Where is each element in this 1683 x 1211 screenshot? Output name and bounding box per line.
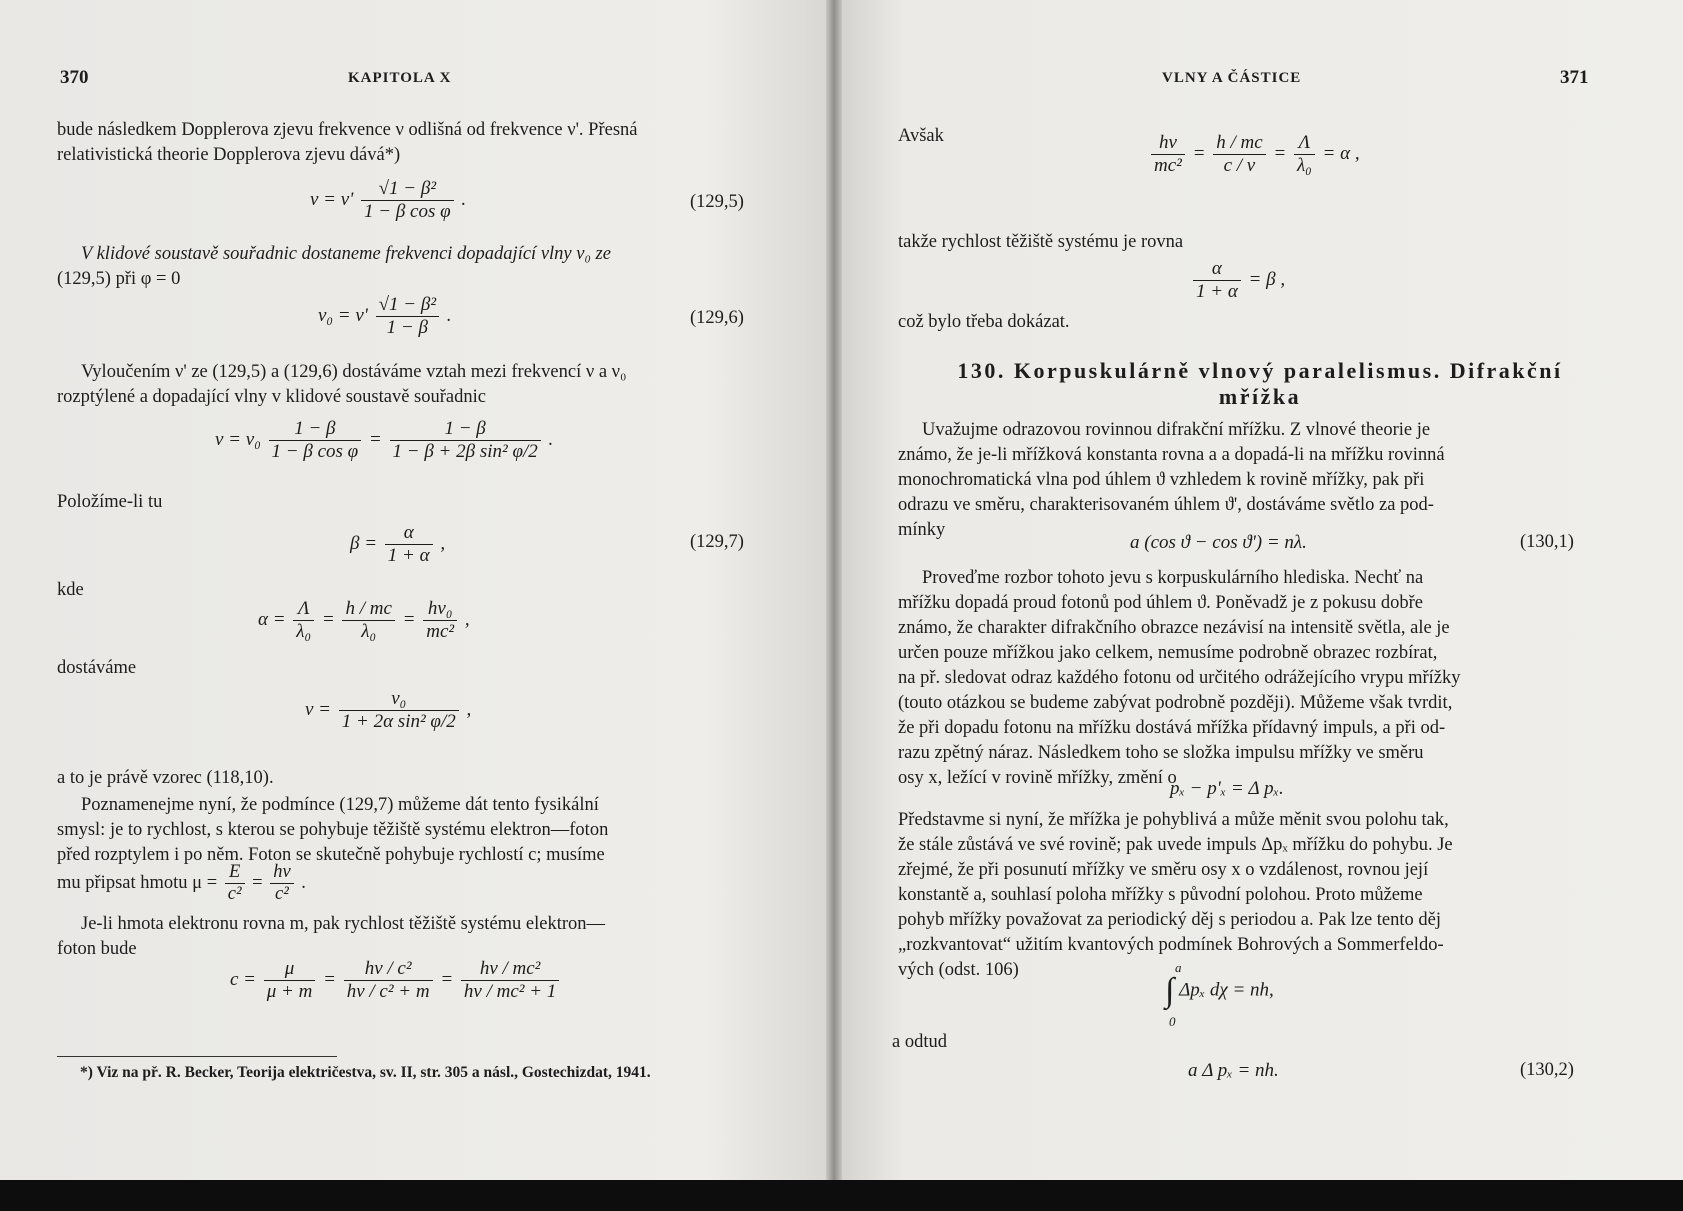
text-line: rozptýlené a dopadající vlny v klidové soustavě souřadnic	[57, 387, 486, 407]
denominator: hν / c² + m	[346, 981, 430, 1002]
denominator: c²	[275, 884, 289, 904]
text-line: že stále zůstává ve své rovině; pak uvede impuls Δpₓ mřížku do pohybu. Je	[898, 835, 1453, 855]
equation-label: (130,2)	[1520, 1060, 1574, 1080]
eq-lhs: ν =	[305, 698, 332, 720]
numerator: √1 − β²	[376, 294, 439, 317]
integral-body: Δpₓ dχ = nh,	[1179, 979, 1274, 1001]
text-line: Avšak	[898, 126, 944, 146]
left-page-number: 370	[60, 67, 89, 88]
equation-beta-check	[1190, 258, 1285, 303]
eq-lhs: ν₀ = ν'	[318, 304, 368, 326]
integral-upper-limit: a	[1175, 960, 1182, 975]
right-paragraph-3	[898, 418, 1590, 543]
numerator: 1 − β	[269, 418, 362, 441]
fraction	[390, 418, 541, 463]
right-running-head: VLNY A ČÁSTICE	[1162, 70, 1302, 86]
equation-130-2: a Δ pₓ = nh.	[1188, 1060, 1279, 1081]
text-line: (touto otázkou se budeme zabývat podrobně později). Můžeme však tvrdit,	[898, 693, 1453, 713]
left-paragraph-3	[57, 360, 757, 410]
text-line: zřejmé, že při posunutí mřížky ve směru osy x o vzdálenost, rovnou její	[898, 860, 1429, 880]
left-paragraph-2	[57, 242, 757, 292]
text-line: dostáváme	[57, 658, 137, 678]
fraction	[376, 294, 439, 339]
equation-label: (129,6)	[690, 308, 744, 328]
right-paragraph-2	[898, 310, 1598, 335]
left-word-kde	[57, 578, 257, 603]
integral-lower-limit: 0	[1169, 1014, 1176, 1029]
fraction	[293, 598, 314, 643]
numerator: 1 − β	[390, 418, 541, 441]
text-line: (129,5) při φ = 0	[57, 269, 181, 289]
text-line: Uvažujme odrazovou rovinnou difrakční mřížku. Z vlnové theorie je	[922, 420, 1431, 440]
equation-quantization-integral	[1165, 960, 1274, 1029]
text-line: kde	[57, 580, 84, 600]
equation-alpha-definition: α = $\frac{\Lambda}{\text{λ₀}}$ = $\frac{h / mc}{\text{λ₀}}$ = $\frac{\text{hν₀}}{\text{mc²}}$ ,	[258, 598, 470, 642]
text-line: Představme si nyní, že mřížka je pohyblivá a může měnit svou polohu tak,	[898, 810, 1449, 830]
footnote: *) Viz na př. R. Becker, Teorija električestva, sv. II, str. 305 a násl., Gostechizdat, 1941.	[80, 1064, 651, 1081]
denominator: λ₀	[1296, 155, 1312, 176]
denominator: mc²	[426, 621, 455, 642]
text-line: známo, že charakter difrakčního obrazce nezávisí na intensitě světla, ale je	[898, 618, 1450, 638]
footnote-rule	[57, 1056, 337, 1057]
numerator: α	[1193, 258, 1241, 281]
integral-sign: ∫	[1165, 972, 1175, 1009]
numerator: hν / c²	[344, 958, 433, 981]
numerator: hν / mc²	[461, 958, 559, 981]
text-line: což bylo třeba dokázat.	[898, 312, 1070, 332]
equation-129-5: ν = ν' $\frac{\text{√1 − β²}}{\text{1 − β cos φ}}$ .	[310, 178, 467, 222]
equation-center-of-mass-velocity: c = $\frac{\mu}{\mu + m}$ = $\frac{\text{hν / c²}}{\text{hν / c² + m}}$ = $\frac{\text{hν / mc²}}{\text{hν / mc² + 1}}$	[230, 958, 562, 1003]
text-line: na př. sledovat odraz každého fotonu od určitého odrážejícího vrypu mřížky	[898, 668, 1461, 688]
eq-lhs: α =	[258, 608, 286, 630]
denominator: 1 + α	[387, 545, 430, 566]
numerator: hν	[1151, 132, 1185, 155]
denominator: mc²	[1154, 155, 1182, 176]
text-line: osy x, ležící v rovině mřížky, změní o	[898, 768, 1177, 788]
eq-lhs: ν = ν₀	[215, 428, 261, 450]
text-line: „rozkvantovat“ užitím kvantových podmínek Bohrových a Sommerfeldo-	[898, 935, 1444, 955]
fraction	[344, 958, 433, 1003]
equation-label: (130,1)	[1520, 532, 1574, 552]
equation-label: (129,7)	[690, 532, 744, 552]
left-paragraph-1	[57, 118, 757, 168]
text-line: mu připsat hmotu μ =	[57, 872, 218, 893]
text-line: relativistická theorie Dopplerova zjevu dává*)	[57, 145, 401, 165]
fraction	[342, 598, 394, 643]
text-line: a to je právě vzorec (118,10).	[57, 768, 274, 788]
right-paragraph-1	[898, 230, 1598, 255]
fraction	[339, 688, 459, 733]
fraction	[269, 418, 362, 463]
fraction	[1213, 132, 1265, 177]
denominator: 1 + 2α sin² φ/2	[341, 711, 456, 732]
eq-lhs: c =	[230, 968, 257, 990]
denominator: 1 − β cos φ	[364, 201, 451, 222]
text-line: vých (odst. 106)	[898, 960, 1019, 980]
section-heading: 130. Korpuskulárně vlnový paralelismus. Difrakční mřížka	[957, 358, 1563, 409]
text-line: Proveďme rozbor tohoto jevu s korpuskulárního hlediska. Nechť na	[922, 568, 1424, 588]
equation-129-7: β = $\frac{\alpha}{1 + \alpha}$ ,	[350, 522, 446, 566]
left-paragraph-5	[57, 766, 757, 791]
text-line: že při dopadu fotonu na mřížku dostává mřížka přídavný impuls, a při od-	[898, 718, 1446, 738]
equation-photon-mass: mu připsat hmotu μ = $\frac{E}{\text{c²}}$ = $\frac{h\nu}{\text{c²}}$ .	[57, 862, 306, 904]
eq-tail: = β ,	[1248, 268, 1286, 290]
left-paragraph-6	[57, 793, 757, 868]
denominator: 1 − β	[386, 317, 428, 338]
right-word-avsak	[898, 124, 1018, 149]
numerator: E	[225, 862, 245, 884]
denominator: λ₀	[296, 621, 312, 642]
denominator: λ₀	[361, 621, 377, 642]
denominator: 1 + α	[1196, 281, 1238, 302]
left-paragraph-4	[57, 490, 357, 515]
denominator: c²	[227, 884, 242, 904]
equation-scattered-frequency: ν = ν₀ $\frac{1 - \beta}{\text{1 − β cos φ}}$ = $\frac{1 - \beta}{\text{1 − β + 2β sin² φ/2}}$ .	[215, 418, 554, 462]
text-line: razu zpětný náraz. Následkem toho se složka impulsu mřížky ve směru	[898, 743, 1424, 763]
numerator: α	[385, 522, 433, 545]
equation-118-10: ν = $\frac{\text{ν₀}}{\text{1 + 2α sin² φ/2}}$ ,	[305, 688, 472, 732]
right-page-number: 371	[1560, 67, 1589, 88]
right-paragraph-4	[898, 566, 1590, 791]
text-line: pohyb mřížky považovat za periodický děj s periodou a. Pak lze tento děj	[898, 910, 1442, 930]
text-line: V klidové soustavě souřadnic dostaneme frekvenci dopadající vlny ν₀ ze	[81, 244, 611, 264]
text-line: monochromatická vlna pod úhlem ϑ vzhledem k rovině mřížky, pak při	[898, 470, 1425, 490]
numerator: Λ	[293, 598, 314, 621]
equation-130-1: a (cos ϑ − cos ϑ') = nλ.	[1130, 532, 1307, 553]
right-word-a-odtud	[892, 1030, 1092, 1055]
text-line: Je-li hmota elektronu rovna m, pak rychlost těžiště systému elektron—	[81, 914, 606, 934]
denominator: 1 − β cos φ	[271, 441, 359, 462]
text-line: takže rychlost těžiště systému je rovna	[898, 232, 1184, 252]
text-line: mřížku dopadá proud fotonů pod úhlem ϑ. Poněvadž je z pokusu dobře	[898, 593, 1423, 613]
numerator: ν₀	[339, 688, 459, 711]
fraction	[270, 862, 293, 905]
text-line: Poznamenejme nyní, že podmínce (129,7) můžeme dát tento fysikální	[81, 795, 599, 815]
text-line: a odtud	[892, 1032, 947, 1052]
denominator: c / ν	[1223, 155, 1256, 176]
text-line: před rozptylem i po něm. Foton se skutečně pohybuje rychlostí c; musíme	[57, 845, 605, 865]
left-word-dostavame	[57, 656, 257, 681]
equation-alpha-check: $\frac{h\nu}{\text{mc²}}$ = $\frac{h / mc}{c / \nu}$ = $\frac{\Lambda}{\text{λ₀}}$ = α ,	[1148, 132, 1360, 177]
left-paragraph-7	[57, 912, 757, 962]
denominator: hν / mc² + 1	[463, 981, 557, 1002]
text-line: Položíme-li tu	[57, 492, 163, 512]
fraction	[361, 178, 454, 223]
text-line: určen pouze mřížkou jako celkem, nemusíme podrobně obrazec rozbírat,	[898, 643, 1438, 663]
background-edge	[0, 1180, 1683, 1211]
fraction	[225, 862, 245, 905]
numerator: h / mc	[342, 598, 394, 621]
fraction	[1151, 132, 1185, 177]
numerator: √1 − β²	[361, 178, 454, 201]
denominator: μ + m	[266, 981, 313, 1002]
fraction	[1294, 132, 1315, 177]
text-line: odrazu ve směru, charakterisovaném úhlem ϑ', dostáváme světlo za pod-	[898, 495, 1434, 515]
book-gutter	[826, 0, 842, 1180]
numerator: μ	[264, 958, 316, 981]
left-running-head: KAPITOLA X	[348, 70, 452, 86]
text-line: Vyloučením ν' ze (129,5) a (129,6) dostáváme vztah mezi frekvencí ν a ν₀	[81, 362, 627, 382]
text-line: smysl: je to rychlost, s kterou se pohybuje těžiště systému elektron—foton	[57, 820, 609, 840]
equation-momentum-change: pₓ − p'ₓ = Δ pₓ.	[1170, 778, 1284, 799]
fraction	[423, 598, 457, 643]
numerator: Λ	[1294, 132, 1315, 155]
text-line: konstantě a, souhlasí poloha mřížky s původní polohou. Proto můžeme	[898, 885, 1423, 905]
right-paragraph-5	[898, 808, 1590, 983]
fraction	[264, 958, 316, 1003]
eq-lhs: β =	[350, 532, 378, 554]
denominator: 1 − β + 2β sin² φ/2	[392, 441, 538, 462]
fraction	[461, 958, 559, 1003]
numerator: hν	[270, 862, 293, 884]
text-line: známo, že je-li mřížková konstanta rovna a a dopadá-li na mřížku rovinná	[898, 445, 1445, 465]
text-line: bude následkem Dopplerova zjevu frekvence ν odlišná od frekvence ν'. Přesná	[57, 120, 638, 140]
numerator: hν₀	[423, 598, 457, 621]
numerator: h / mc	[1213, 132, 1265, 155]
text-line: mínky	[898, 520, 946, 540]
equation-129-6: ν₀ = ν' $\frac{\text{√1 − β²}}{1 - \beta}$ .	[318, 294, 452, 338]
fraction	[1193, 258, 1241, 303]
eq-lhs: ν = ν'	[310, 188, 354, 210]
fraction	[385, 522, 433, 567]
text-line: foton bude	[57, 939, 137, 959]
eq-tail: = α ,	[1322, 142, 1360, 164]
equation-label: (129,5)	[690, 192, 744, 212]
